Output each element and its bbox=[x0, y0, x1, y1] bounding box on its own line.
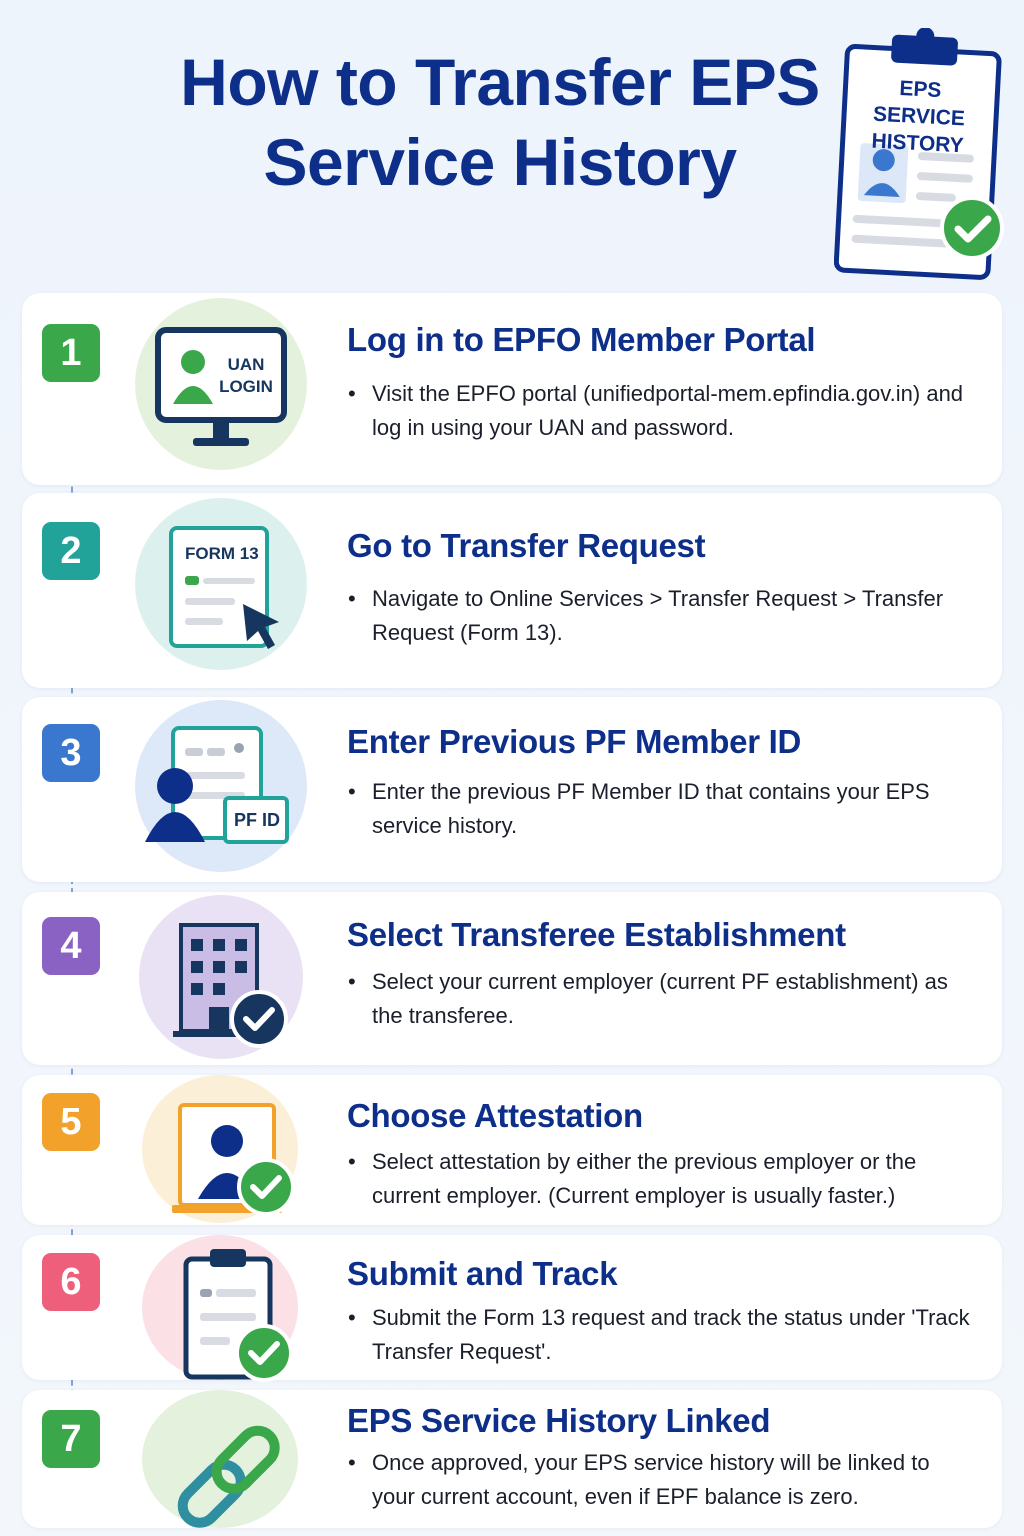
step-title: Submit and Track bbox=[347, 1255, 618, 1292]
step-number-badge: 7 bbox=[42, 1410, 100, 1468]
step-number-badge: 1 bbox=[42, 324, 100, 382]
step-number-badge: 2 bbox=[42, 522, 100, 580]
page-title bbox=[130, 42, 870, 202]
step-card-3 bbox=[22, 697, 1002, 882]
step-title: Log in to EPFO Member Portal bbox=[347, 321, 816, 358]
step-title: Select Transferee Establishment bbox=[347, 916, 846, 953]
page-title-line-1: How to Transfer EPS bbox=[180, 45, 820, 119]
step-card-6 bbox=[22, 1235, 1002, 1380]
step-title: Choose Attestation bbox=[347, 1097, 643, 1134]
step-title: Enter Previous PF Member ID bbox=[347, 723, 802, 760]
step-description: • Submit the Form 13 request and track the status under 'Track Transfer Request'. bbox=[372, 1301, 972, 1369]
step-card-7 bbox=[22, 1390, 1002, 1528]
step-card-1 bbox=[22, 293, 1002, 485]
step-card-4 bbox=[22, 892, 1002, 1065]
step-number-badge: 6 bbox=[42, 1253, 100, 1311]
step-card-2 bbox=[22, 493, 1002, 688]
clipboard-label-line-1: EPS SERVICE bbox=[872, 76, 966, 131]
step-description: • Enter the previous PF Member ID that contains your EPS service history. bbox=[372, 775, 972, 843]
building-check-icon bbox=[139, 895, 303, 1059]
step-description: • Visit the EPFO portal (unifiedportal-mem.epfindia.gov.in) and log in using your UAN and password. bbox=[372, 377, 972, 445]
page-title-line-2: Service History bbox=[263, 125, 737, 199]
icon-label-uan: UAN bbox=[227, 355, 265, 374]
eps-history-clipboard-icon bbox=[834, 28, 1004, 283]
icon-label-form13: FORM 13 bbox=[185, 544, 259, 563]
form-cursor-icon bbox=[135, 498, 307, 670]
chain-link-icon bbox=[142, 1390, 298, 1528]
step-card-5 bbox=[22, 1075, 1002, 1225]
profile-check-icon bbox=[142, 1075, 298, 1223]
step-description: • Navigate to Online Services > Transfer Request > Transfer Request (Form 13). bbox=[372, 582, 972, 650]
step-number-badge: 5 bbox=[42, 1093, 100, 1151]
icon-label-pf-id: PF ID bbox=[234, 810, 281, 830]
step-description: • Once approved, your EPS service history will be linked to your current account, even if EPF balance is zero. bbox=[372, 1446, 972, 1514]
clipboard-label-line-2: HISTORY bbox=[870, 129, 965, 158]
step-number-badge: 4 bbox=[42, 917, 100, 975]
step-title: Go to Transfer Request bbox=[347, 527, 706, 564]
computer-login-icon bbox=[135, 298, 307, 470]
step-title: EPS Service History Linked bbox=[347, 1402, 771, 1439]
id-card-user-icon bbox=[135, 700, 307, 872]
icon-label-login: LOGIN bbox=[219, 377, 273, 396]
step-number-badge: 3 bbox=[42, 724, 100, 782]
clipboard-check-icon bbox=[142, 1235, 298, 1380]
step-description: • Select your current employer (current PF establishment) as the transferee. bbox=[372, 965, 972, 1033]
step-description: • Select attestation by either the previous employer or the current employer. (Current employer is usually faster.) bbox=[372, 1145, 972, 1213]
